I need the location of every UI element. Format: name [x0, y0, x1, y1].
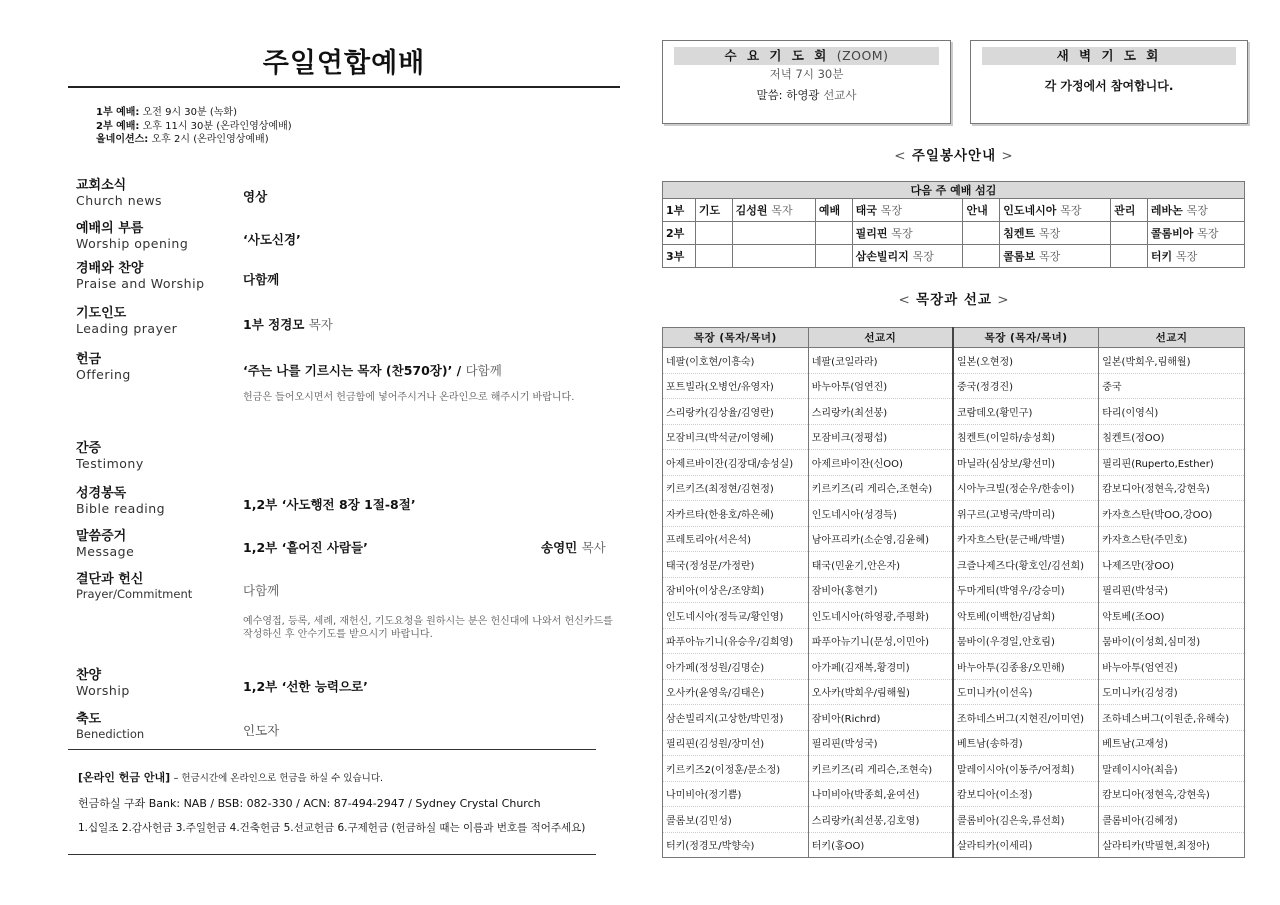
- dawn-prayer-box: 새 벽 기 도 회 각 가정에서 참여합니다.: [970, 40, 1248, 124]
- mission-row: [663, 705, 1245, 731]
- mission-field-cell: 모잠비크(정평섭): [808, 424, 953, 450]
- mission-field-cell: 필리핀(박성국): [1099, 577, 1245, 603]
- mokjang-cell: 터키(정경모/박향숙): [663, 832, 809, 858]
- service-time-3: 올네이션스: 오후 2시 (온라인영상예배): [96, 134, 269, 145]
- online-offering-bank: 헌금하실 구좌 Bank: NAB / BSB: 082-330 / ACN: 87-494-2947 / Sydney Crystal Church: [78, 797, 541, 810]
- divider: [68, 854, 596, 855]
- mokjang-cell: 아가페(정성원/김명순): [663, 654, 809, 680]
- mission-field-cell: 오사카(박희우/림해월): [808, 679, 953, 705]
- mission-row: [663, 373, 1245, 399]
- mokjang-cell: 말레이시아(이동주/어정희): [953, 756, 1099, 782]
- mokjang-cell: 악토베(이백한/김남희): [953, 603, 1099, 629]
- mission-row: [663, 679, 1245, 705]
- wednesday-prayer-box: 수 요 기 도 회 (ZOOM) 저녁 7시 30분 말씀: 하영광 선교사: [662, 40, 951, 124]
- mokjang-cell: 콜롬보(김민성): [663, 807, 809, 833]
- mission-field-cell: 캄보디아(정현옥,강현욱): [1099, 781, 1245, 807]
- mokjang-cell: 잠비아(이상은/조양희): [663, 577, 809, 603]
- mission-field-cell: 아가페(김재복,황경미): [808, 654, 953, 680]
- mokjang-cell: 프레토리아(서은석): [663, 526, 809, 552]
- service-times: [96, 106, 620, 147]
- mission-field-cell: 살라티카(박필현,최정아): [1099, 832, 1245, 858]
- mission-field-cell: 침켄트(정OO): [1099, 424, 1245, 450]
- mission-field-cell: 나제즈만(장OO): [1099, 552, 1245, 578]
- mokjang-cell: 살라티카(이세리): [953, 832, 1099, 858]
- mission-field-cell: 베트남(고재성): [1099, 730, 1245, 756]
- mokjang-cell: 뭄바이(우경일,안호림): [953, 628, 1099, 654]
- mission-field-cell: 뭄바이(이성희,심미정): [1099, 628, 1245, 654]
- mokjang-cell: 모잠비크(박석균/이영혜): [663, 424, 809, 450]
- mission-field-cell: 카자흐스탄(박OO,강OO): [1099, 501, 1245, 527]
- mokjang-cell: 콜롬비아(김은욱,류선희): [953, 807, 1099, 833]
- mission-field-cell: 네팔(코일라라): [808, 348, 953, 374]
- offering-note: 헌금은 들어오시면서 헌금함에 넣어주시거나 온라인으로 해주시기 바랍니다.: [243, 392, 575, 403]
- serve-section-title: < 주일봉사안내 >: [894, 148, 1014, 164]
- online-offering-head: [온라인 헌금 안내] – 헌금시간에 온라인으로 헌금을 하실 수 있습니다.: [78, 771, 384, 784]
- mission-field-cell: 카자흐스탄(주민호): [1099, 526, 1245, 552]
- mokjang-cell: 포트빌라(오병언/유영자): [663, 373, 809, 399]
- mokjang-cell: 침켄트(이일하/송성희): [953, 424, 1099, 450]
- mission-row: [663, 603, 1245, 629]
- mokjang-cell: 키르키즈2(이정훈/문소정): [663, 756, 809, 782]
- mokjang-cell: 인도네시아(정득교/황인영): [663, 603, 809, 629]
- mission-field-cell: 바누아투(엄연진): [1099, 654, 1245, 680]
- mokjang-cell: 나미비아(정기쁨): [663, 781, 809, 807]
- mission-field-cell: 터키(홍OO): [808, 832, 953, 858]
- mission-field-cell: 나미비아(박종희,윤여선): [808, 781, 953, 807]
- mokjang-cell: 키르키즈(최정현/김현정): [663, 475, 809, 501]
- mission-row: [663, 348, 1245, 374]
- mission-row: [663, 399, 1245, 425]
- mokjang-cell: 오사카(윤영욱/김태은): [663, 679, 809, 705]
- mission-row: [663, 807, 1245, 833]
- mission-field-cell: 필리핀(박성국): [808, 730, 953, 756]
- mokjang-cell: 마닐라(심상보/황선미): [953, 450, 1099, 476]
- mission-field-cell: 스리랑카(최선봉): [808, 399, 953, 425]
- mission-field-cell: 스리랑카(최선봉,김호영): [808, 807, 953, 833]
- mission-field-cell: 콜롬비아(김혜정): [1099, 807, 1245, 833]
- serve-table: 다음 주 예배 섬김 1부 기도 김성원 목자 예배 태국 목장 안내 인도네시아 목장 관리 레바논 목장 2부 필리핀 목장 침켄트 목장 콜롬비아 목장 3부 삼손빌리지 목장 콜롬보 목장 터키 목장: [662, 181, 1245, 268]
- mokjang-cell: 태국(정성문/가정란): [663, 552, 809, 578]
- mokjang-cell: 필리핀(김성원/장미선): [663, 730, 809, 756]
- mokjang-cell: 자카르타(한용호/하은혜): [663, 501, 809, 527]
- mokjang-cell: 코람데오(황민구): [953, 399, 1099, 425]
- mission-row: [663, 781, 1245, 807]
- mission-row: [663, 552, 1245, 578]
- mission-field-cell: 인도네시아(하영광,주평화): [808, 603, 953, 629]
- mission-field-cell: 도미니카(김성경): [1099, 679, 1245, 705]
- mokjang-cell: 카자흐스탄(문근배/박별): [953, 526, 1099, 552]
- serve-row: 3부 삼손빌리지 목장 콜롬보 목장 터키 목장: [663, 245, 1245, 268]
- serve-row: 1부 기도 김성원 목자 예배 태국 목장 안내 인도네시아 목장 관리 레바논 목장: [663, 199, 1245, 222]
- mission-field-cell: 악토베(조OO): [1099, 603, 1245, 629]
- worship-order-panel: 주일연합예배 1부 예배: 오전 9시 30분 (녹화) 2부 예배: 오후 11시 30분 (온라인영상예배) 올네이션스: 오후 2시 (온라인영상예배) 교회소식 Church news 영상 예배의 부름 Worship opening ‘사도신경’ 경배와 찬양 Praise and Worship 다함께 기도인도 Leading prayer 1부 정경모 목자 헌금 Offering ‘주는 나를 기르시는 목자 (찬570장)’ / 다함께 헌금은 들어오시면서 헌금함에 넣어주시거나 온라인으로 해주시기 바랍니다. 간증 Testimony 성경봉독 Bible reading 1,2부 ‘사도행전 8장 1절-8절’ 말씀증거 Message 1,2부 ‘흩어진 사람들’ 송영민 목사 결단과 헌신 Prayer/Commitment 다함께 예수영접, 등록, 세례, 재헌신, 기도요청을 원하시는 분은 헌신대에 나와서 헌신카드를 작성하신 후 안수기도를 받으시기 바랍니다. 찬양 Worship 1,2부 ‘선한 능력으로’ 축도 Benediction 인도자 [온라인 헌금 안내] – 헌금시간에 온라인으로 헌금을 하실 수 있습니다. 헌금하실 구좌 Bank: NAB / BSB: 082-330 / ACN: 87-494-2947 / Sydney Crystal Church 1.십일조 2.감사헌금 3.주일헌금 4.건축헌금 5.선교헌금 6.구제헌금 (헌금하실 때는 이름과 번호를 적어주세요): [68, 40, 620, 147]
- mission-row: [663, 654, 1245, 680]
- mission-row: [663, 424, 1245, 450]
- mission-field-cell: 잠비아(Richrd): [808, 705, 953, 731]
- mokjang-cell: 위구르(고병국/박미리): [953, 501, 1099, 527]
- mission-row: [663, 501, 1245, 527]
- mission-field-cell: 파푸아뉴기니(문성,이민아): [808, 628, 953, 654]
- mokjang-cell: 일본(오현정): [953, 348, 1099, 374]
- mokjang-cell: 바누아투(김종용/오민해): [953, 654, 1099, 680]
- mission-field-cell: 아제르바이잔(신OO): [808, 450, 953, 476]
- mission-field-cell: 조하네스버그(이원준,유해숙): [1099, 705, 1245, 731]
- serve-row: 2부 필리핀 목장 침켄트 목장 콜롬비아 목장: [663, 222, 1245, 245]
- mokjang-cell: 네팔(이호현/이흥숙): [663, 348, 809, 374]
- mission-field-cell: 캄보디아(정현옥,강현욱): [1099, 475, 1245, 501]
- mission-field-cell: 일본(박희우,림해월): [1099, 348, 1245, 374]
- mission-row: [663, 756, 1245, 782]
- mission-field-cell: 태국(민윤기,안은자): [808, 552, 953, 578]
- mission-section-title: < 목장과 선교 >: [898, 292, 1010, 308]
- mission-row: [663, 832, 1245, 858]
- mokjang-cell: 삼손빌리지(고상한/박민정): [663, 705, 809, 731]
- mission-field-cell: 바누아투(엄연진): [808, 373, 953, 399]
- page-title: 주일연합예배: [68, 40, 620, 88]
- mission-row: [663, 526, 1245, 552]
- mokjang-cell: 도미니카(이선옥): [953, 679, 1099, 705]
- divider: [68, 749, 596, 750]
- mokjang-cell: 중국(정경진): [953, 373, 1099, 399]
- mission-field-cell: 타리(이영식): [1099, 399, 1245, 425]
- mokjang-cell: 조하네스버그(지현진/이미연): [953, 705, 1099, 731]
- commitment-note: 예수영접, 등록, 세례, 재헌신, 기도요청을 원하시는 분은 헌신대에 나와서 헌신카드를 작성하신 후 안수기도를 받으시기 바랍니다.: [243, 616, 613, 640]
- mission-field-cell: 중국: [1099, 373, 1245, 399]
- mission-field-cell: 잠비아(홍현기): [808, 577, 953, 603]
- mission-field-cell: 인도네시아(성경득): [808, 501, 953, 527]
- mission-field-cell: 말레이시아(최음): [1099, 756, 1245, 782]
- mokjang-cell: 아제르바이잔(김장대/송성실): [663, 450, 809, 476]
- online-offering-types: 1.십일조 2.감사헌금 3.주일헌금 4.건축헌금 5.선교헌금 6.구제헌금 (헌금하실 때는 이름과 번호를 적어주세요): [78, 822, 586, 834]
- mokjang-cell: 파푸아뉴기니(유승우/김희영): [663, 628, 809, 654]
- mission-field-cell: 키르키즈(리 게리슨,조현숙): [808, 475, 953, 501]
- mission-row: [663, 475, 1245, 501]
- mission-row: [663, 450, 1245, 476]
- mission-row: [663, 730, 1245, 756]
- mission-field-cell: 필리핀(Ruperto,Esther): [1099, 450, 1245, 476]
- message-pastor: 송영민 목사: [541, 540, 606, 555]
- mission-row: [663, 628, 1245, 654]
- mokjang-cell: 캄보디아(이소정): [953, 781, 1099, 807]
- mission-field-cell: 키르키즈(리 게리슨,조현숙): [808, 756, 953, 782]
- mokjang-cell: 두마게티(박영우/강승미): [953, 577, 1099, 603]
- mission-row: [663, 577, 1245, 603]
- mokjang-cell: 시아누크빌(정순우/한송이): [953, 475, 1099, 501]
- service-time-2: 2부 예배: 오후 11시 30분 (온라인영상예배): [96, 120, 292, 132]
- service-time-1: 1부 예배: 오전 9시 30분 (녹화): [96, 107, 237, 118]
- mission-field-cell: 남아프리카(소순영,김윤혜): [808, 526, 953, 552]
- mokjang-cell: 베트남(송하경): [953, 730, 1099, 756]
- mokjang-cell: 스리랑카(김상율/김영란): [663, 399, 809, 425]
- mokjang-cell: 크즐나제즈다(황호인/김선희): [953, 552, 1099, 578]
- mission-table: 목장 (목자/목녀) 선교지 목장 (목자/목녀) 선교지 네팔(이호현/이흥숙) 네팔(코일라라) 일본(오현정) 일본(박희우,림해월) 포트빌라(오병언/유영자) 바누아투(엄연진) 중국(정경진) 중국 스리랑카(김상율/김영란) 스리랑카(최선봉) 코람데오(황민구) 타리(이영식) 모잠비크(박석균/이영혜) 모잠비크(정평섭) 침켄트(이일하/송성희) 침켄트(정OO) 아제르바이잔(김장대/송성실) 아제르바이잔(신OO) 마닐라(심상보/황선미) 필리핀(Ruperto,Esther) 키르키즈(최정현/김현정) 키르키즈(리 게리슨,조현숙) 시아누크빌(정순우/한송이) 캄보디아(정현옥,강현욱) 자카르타(한용호/하은혜) 인도네시아(성경득) 위구르(고병국/박미리) 카자흐스탄(박OO,강OO) 프레토리아(서은석) 남아프리카(소순영,김윤혜) 카자흐스탄(문근배/박별) 카자흐스탄(주민호) 태국(정성문/가정란) 태국(민윤기,안은자) 크즐나제즈다(황호인/김선희) 나제즈만(장OO) 잠비아(이상은/조양희) 잠비아(홍현기) 두마게티(박영우/강승미) 필리핀(박성국) 인도네시아(정득교/황인영) 인도네시아(하영광,주평화) 악토베(이백한/김남희) 악토베(조OO) 파푸아뉴기니(유승우/김희영) 파푸아뉴기니(문성,이민아) 뭄바이(우경일,안호림) 뭄바이(이성희,심미정) 아가페(정성원/김명순) 아가페(김재복,황경미) 바누아투(김종용/오민해) 바누아투(엄연진) 오사카(윤영욱/김태은) 오사카(박희우/림해월) 도미니카(이선옥) 도미니카(김성경) 삼손빌리지(고상한/박민정) 잠비아(Richrd) 조하네스버그(지현진/이미연) 조하네스버그(이원준,유해숙) 필리핀(김성원/장미선) 필리핀(박성국) 베트남(송하경) 베트남(고재성) 키르키즈2(이정훈/문소정) 키르키즈(리 게리슨,조현숙) 말레이시아(이동주/어정희) 말레이시아(최음) 나미비아(정기쁨) 나미비아(박종희,윤여선) 캄보디아(이소정) 캄보디아(정현옥,강현욱) 콜롬보(김민성) 스리랑카(최선봉,김호영) 콜롬비아(김은욱,류선희) 콜롬비아(김혜정) 터키(정경모/박향숙) 터키(홍OO) 살라티카(이세리) 살라티카(박필현,최정아): [662, 327, 1245, 858]
